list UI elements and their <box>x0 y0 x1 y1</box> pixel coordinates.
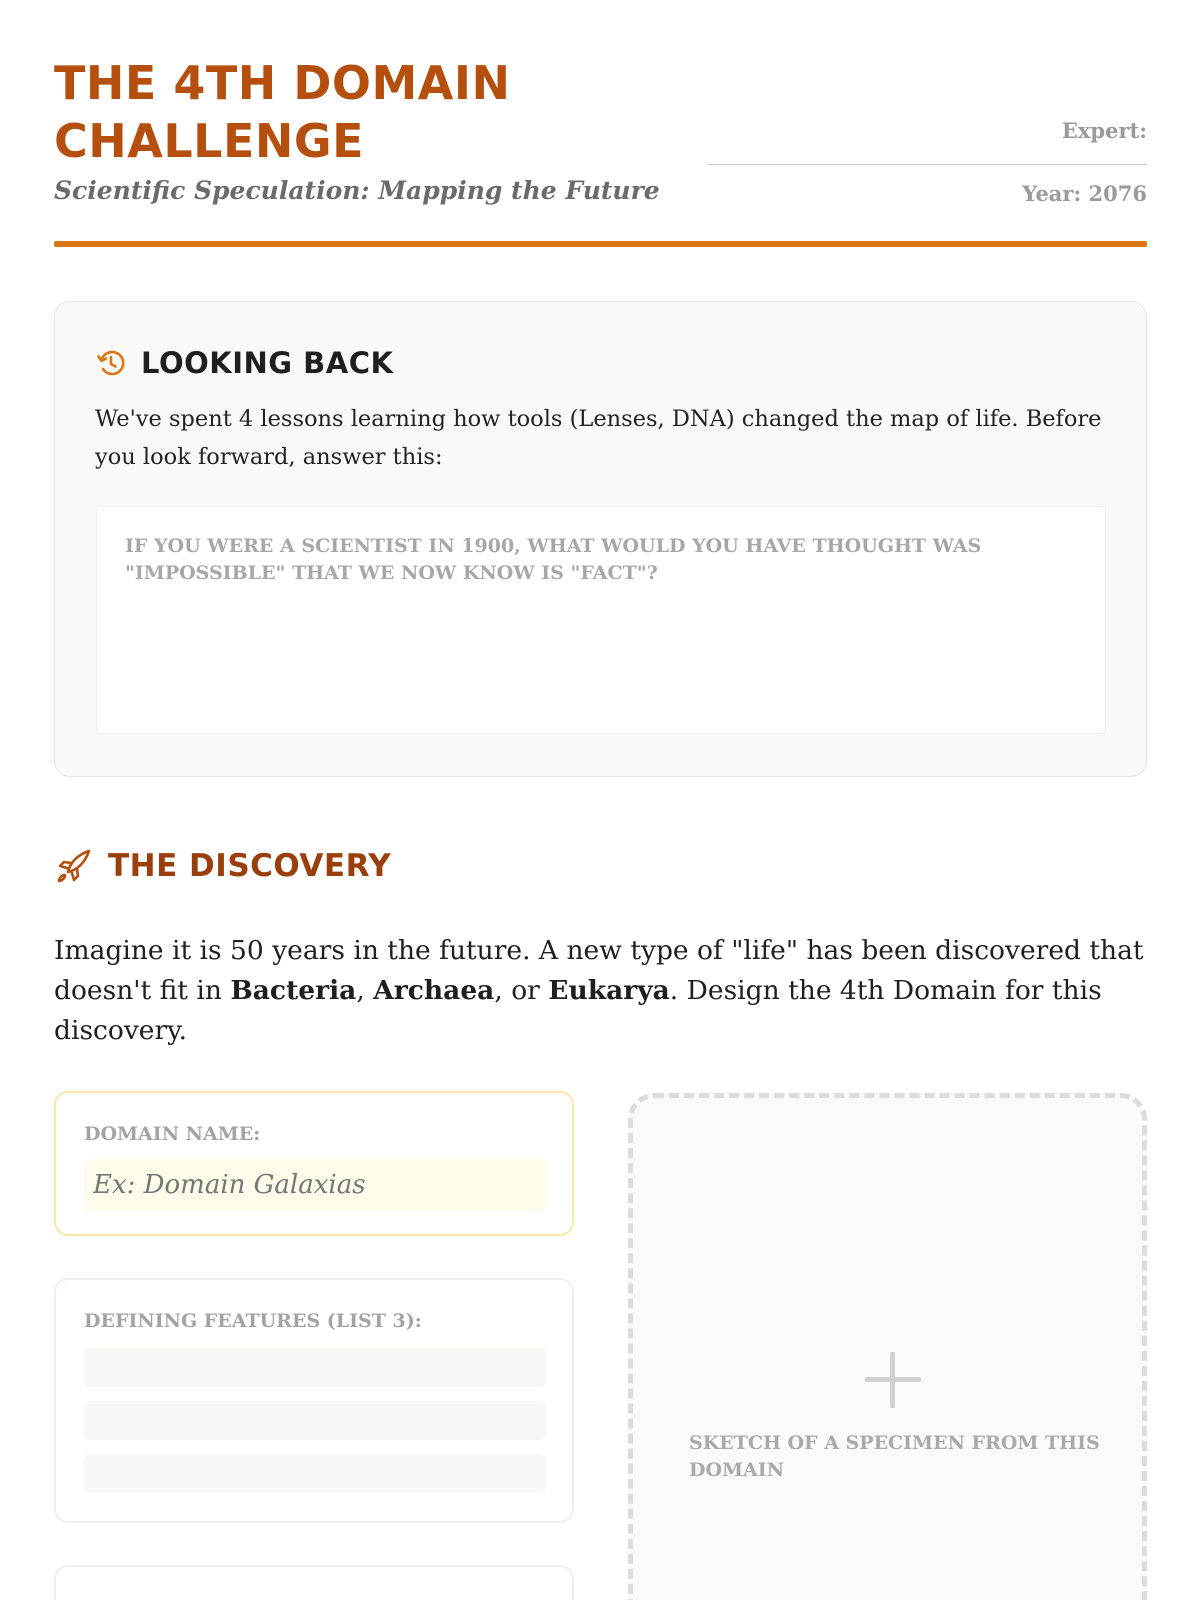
sketch-caption: SKETCH OF A SPECIMEN FROM THIS DOMAIN <box>689 1432 1100 1481</box>
domain-archaea: Archaea <box>373 975 495 1006</box>
intro-text-start: Imagine it is 50 years in the future. A new type of "life" has been discovered that doesn't fit in <box>54 935 1144 1006</box>
domain-name-card <box>54 1091 574 1236</box>
expert-label: Expert: <box>1061 118 1147 143</box>
page-subtitle: Scientific Speculation: Mapping the Future <box>54 176 660 205</box>
plus-icon <box>865 1352 921 1408</box>
reflection-answer-box[interactable] <box>96 506 1106 734</box>
page-title: THE 4TH DOMAIN CHALLENGE <box>54 56 511 168</box>
intro-text-end: . Design the 4th Domain for this discovery. <box>54 975 1102 1046</box>
year-label: Year: 2076 <box>1022 181 1147 206</box>
feature-input-3[interactable] <box>84 1454 546 1493</box>
discovery-intro <box>54 931 1147 1051</box>
domain-eukarya: Eukarya <box>548 975 670 1006</box>
rocket-icon <box>54 846 94 886</box>
looking-back-card <box>54 301 1147 777</box>
domain-name-input[interactable] <box>84 1159 546 1211</box>
looking-back-title: LOOKING BACK <box>141 346 394 380</box>
defining-features-card <box>54 1278 574 1523</box>
looking-back-header <box>95 346 394 380</box>
next-field-card <box>54 1565 574 1600</box>
intro-separator: , or <box>494 975 549 1006</box>
specimen-sketch-area[interactable] <box>628 1093 1147 1600</box>
defining-features-label: DEFINING FEATURES (LIST 3): <box>84 1310 422 1332</box>
page-header <box>54 54 1147 249</box>
domain-bacteria: Bacteria <box>230 975 357 1006</box>
feature-input-1[interactable] <box>84 1348 546 1387</box>
discovery-title: THE DISCOVERY <box>108 848 392 884</box>
history-icon <box>95 347 127 379</box>
header-divider <box>54 241 1147 247</box>
expert-name-line[interactable] <box>707 159 1147 165</box>
reflection-prompt: IF YOU WERE A SCIENTIST IN 1900, WHAT WOULD YOU HAVE THOUGHT WAS "IMPOSSIBLE" THAT WE NOW KNOW IS "FACT"? <box>125 535 982 584</box>
feature-input-2[interactable] <box>84 1401 546 1440</box>
domain-name-label: DOMAIN NAME: <box>84 1123 261 1145</box>
header-meta <box>707 118 1147 206</box>
intro-separator: , <box>356 975 374 1006</box>
looking-back-text: We've spent 4 lessons learning how tools (Lenses, DNA) changed the map of life. Before you look forward, answer this: <box>95 406 1102 470</box>
discovery-header <box>54 846 391 886</box>
